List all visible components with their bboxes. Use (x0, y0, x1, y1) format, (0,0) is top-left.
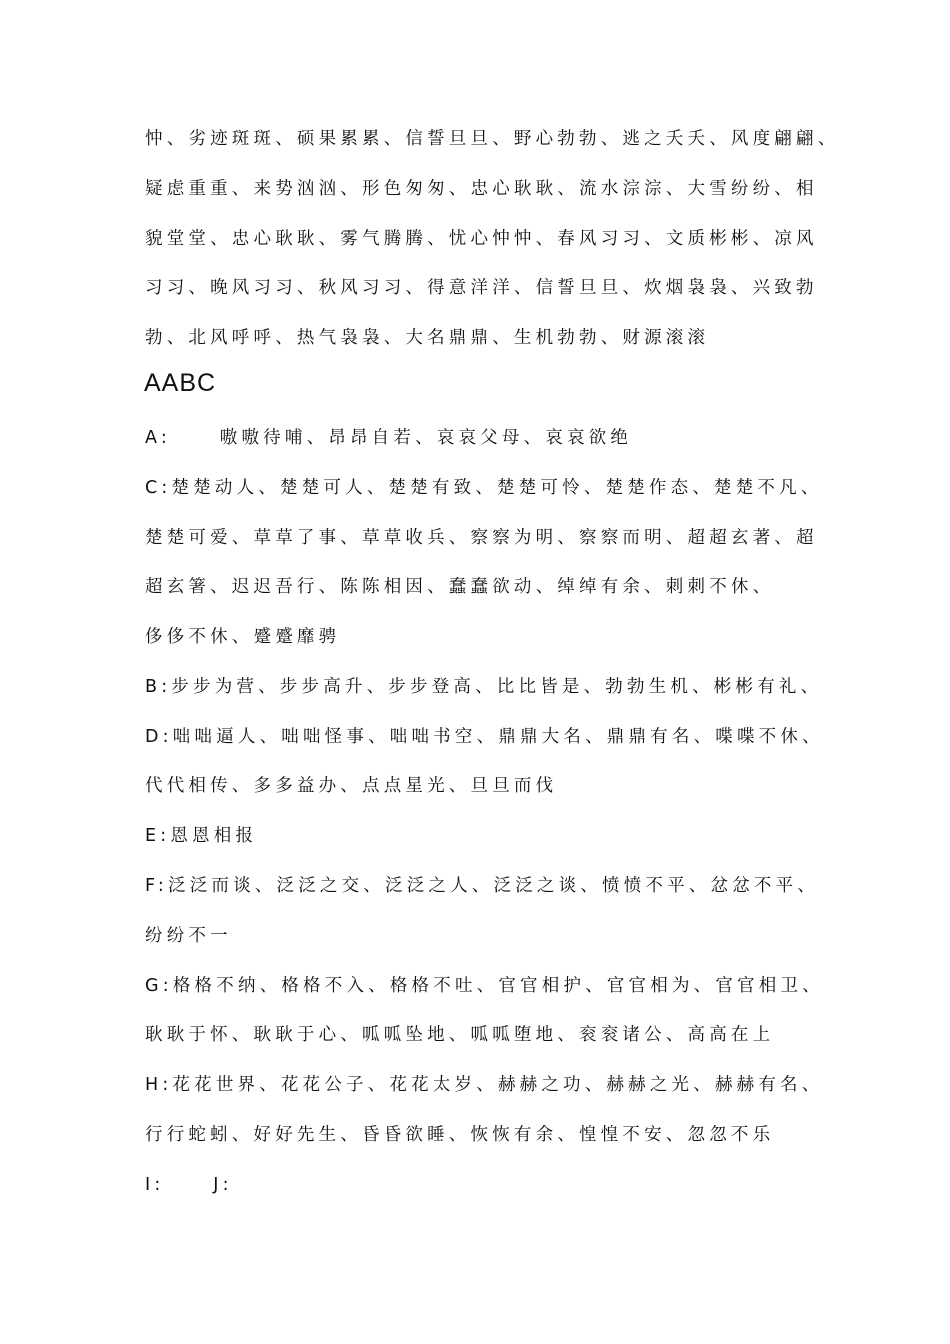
text-line-g: G:格格不纳、格格不入、格格不吐、官官相护、官官相为、官官相卫、 (145, 976, 824, 996)
text-line: 超玄箸、迟迟吾行、陈陈相因、蠢蠢欲动、绰绰有余、刺刺不休、 (145, 577, 775, 597)
text-line-e: E:恩恩相报 (145, 826, 258, 846)
text-line: 侈侈不休、蹙蹙靡骋 (145, 627, 341, 647)
text-line: 忡、劣迹斑斑、硕果累累、信誓旦旦、野心勃勃、逃之夭夭、风度翩翩、 (145, 129, 840, 149)
text-line: 疑虑重重、来势汹汹、形色匆匆、忠心耿耿、流水淙淙、大雪纷纷、相 (145, 179, 818, 199)
text-line: 代代相传、多多益办、点点星光、旦旦而伐 (145, 776, 558, 796)
section-heading: AABC (144, 369, 217, 397)
text-line-c: C:楚楚动人、楚楚可人、楚楚有致、楚楚可怜、楚楚作态、楚楚不凡、 (145, 478, 823, 498)
text-line: 貌堂堂、忠心耿耿、雾气腾腾、忧心忡忡、春风习习、文质彬彬、凉风 (145, 229, 818, 249)
text-line-d: D:咄咄逼人、咄咄怪事、咄咄书空、鼎鼎大名、鼎鼎有名、喋喋不休、 (145, 727, 824, 747)
text-line-f: F:泛泛而谈、泛泛之交、泛泛之人、泛泛之谈、愤愤不平、忿忿不平、 (145, 876, 820, 896)
text-line: 行行蛇蚓、好好先生、昏昏欲睡、恢恢有余、惶惶不安、忽忽不乐 (145, 1125, 775, 1145)
text-line: 楚楚可爱、草草了事、草草收兵、察察为明、察察而明、超超玄著、超 (145, 528, 818, 548)
text-line: 习习、晚风习习、秋风习习、得意洋洋、信誓旦旦、炊烟袅袅、兴致勃 (145, 278, 818, 298)
text-line-b: B:步步为营、步步高升、步步登高、比比皆是、勃勃生机、彬彬有礼、 (145, 677, 823, 697)
text-line: 纷纷不一 (145, 926, 232, 946)
text-line-h: H:花花世界、花花公子、花花太岁、赫赫之功、赫赫之光、赫赫有名、 (145, 1075, 824, 1095)
text-line-i-j: I: J: (145, 1175, 233, 1195)
text-line: 耿耿于怀、耿耿于心、呱呱坠地、呱呱堕地、衮衮诸公、高高在上 (145, 1025, 775, 1045)
text-line: 勃、北风呼呼、热气袅袅、大名鼎鼎、生机勃勃、财源滚滚 (145, 328, 710, 348)
text-line-a: A: 嗷嗷待哺、昂昂自若、哀哀父母、哀哀欲绝 (145, 428, 633, 448)
